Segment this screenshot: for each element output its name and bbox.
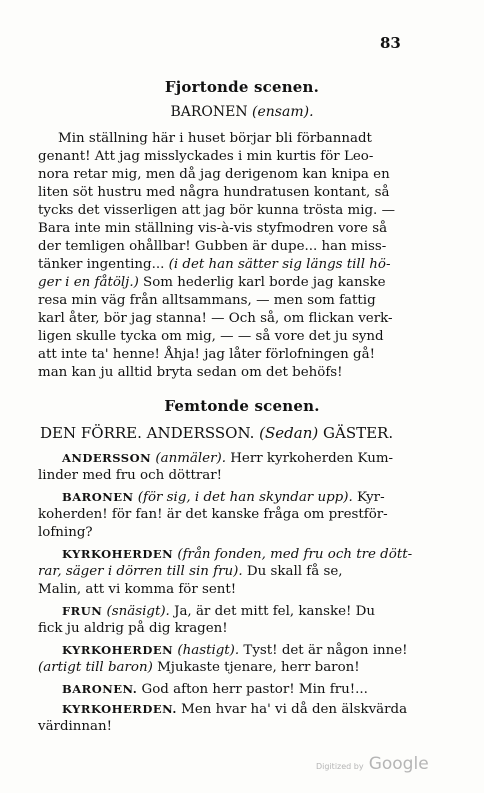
speech-line: värdinnan!	[38, 719, 113, 734]
stage-direction: (artigt till baron)	[38, 660, 153, 675]
stage-direction: (för sig, i det han skyndar upp).	[133, 490, 353, 505]
speech-text: Kyr-	[352, 490, 385, 505]
stage-direction: (Sedan)	[259, 424, 319, 442]
text-line: Bara inte min ställning vis-à-vis styfmodren vore så	[38, 221, 388, 236]
text-line: ligen skulle tycka om mig, — — så vore det ju synd	[38, 329, 384, 344]
speech-line	[62, 641, 408, 660]
text-line	[38, 274, 386, 292]
speech-line	[62, 545, 412, 564]
speech-line: fick ju aldrig på dig kragen!	[38, 621, 228, 636]
speech-text: Herr kyrkoherden Kum-	[225, 451, 394, 466]
speaker-name: ANDERSSON	[62, 451, 152, 465]
speaker-name: KYRKOHERDEN	[62, 547, 174, 561]
stage-direction: (i det han sätter sig längs till hö-	[168, 257, 391, 272]
stage-direction: (hastigt).	[173, 643, 240, 658]
speech-line: koherden! för fan! är det kanske fråga om prestför-	[38, 507, 388, 522]
scene-14-title: Fjortonde scenen.	[164, 78, 320, 96]
speech-line	[38, 659, 360, 677]
stage-direction: rar, säger i dörren till sin fru).	[38, 564, 243, 579]
text-line: Min ställning här i huset börjar bli förbannadt	[58, 131, 372, 146]
speech-line	[62, 700, 407, 719]
cast-list: GÄSTER.	[318, 424, 394, 442]
speech-line	[38, 563, 343, 581]
speech-line: Malin, att vi komma för sent!	[38, 582, 237, 597]
speech-line	[62, 680, 368, 699]
text-line	[38, 256, 390, 274]
stage-direction: (ensam).	[252, 104, 314, 120]
speech-text: Ja, är det mitt fel, kanske! Du	[169, 604, 376, 619]
speech-line	[62, 488, 385, 507]
page-number: 83	[380, 34, 401, 52]
text-line: genant! Att jag misslyckades i min kurtis för Leo-	[38, 149, 374, 164]
digitized-label: Digitized by	[316, 762, 364, 771]
scene-15-title: Femtonde scenen.	[164, 397, 320, 415]
speaker-name: BARONEN.	[62, 682, 138, 696]
cast-name: BARONEN	[170, 104, 248, 120]
text-line: der temligen ohållbar! Gubben är dupe... han miss-	[38, 239, 387, 254]
speech-text: God afton herr pastor! Min fru!...	[137, 682, 368, 697]
speaker-name: KYRKOHERDEN.	[62, 702, 177, 716]
text-line: nora retar mig, men då jag derigenom kan knipa en	[38, 167, 390, 182]
speech-text: Tyst! det är någon inne!	[239, 643, 408, 658]
scene-15-cast	[40, 424, 393, 442]
text-fragment: tänker ingenting...	[38, 257, 169, 272]
speaker-name: BARONEN	[62, 490, 134, 504]
cast-list: DEN FÖRRE. ANDERSSON.	[40, 424, 260, 442]
stage-direction: ger i en fåtölj.)	[38, 275, 139, 290]
text-line: att inte ta' henne! Åhja! jag låter förlofningen gå!	[38, 347, 375, 362]
speaker-name: FRUN	[62, 604, 103, 618]
text-line: karl åter, bör jag stanna! — Och så, om flickan verk-	[38, 311, 393, 326]
speech-text: Men hvar ha' vi då den älskvärda	[176, 702, 408, 717]
speech-line	[62, 602, 375, 621]
stage-direction: (från fonden, med fru och tre dött-	[173, 547, 413, 562]
text-line: man kan ju alltid bryta sedan om det behöfs!	[38, 365, 343, 380]
speech-line	[62, 449, 393, 468]
text-line: tycks det visserligen att jag bör kunna trösta mig. —	[38, 203, 395, 218]
digitized-by-google-watermark	[316, 754, 429, 774]
speaker-name: KYRKOHERDEN	[62, 643, 174, 657]
speech-line: lofning?	[38, 525, 93, 540]
speech-text: Mjukaste tjenare, herr baron!	[152, 660, 360, 675]
speech-text: Du skall få se,	[242, 564, 343, 579]
stage-direction: (anmäler).	[151, 451, 226, 466]
text-fragment: Som hederlig karl borde jag kanske	[138, 275, 386, 290]
speech-line: linder med fru och döttrar!	[38, 468, 223, 483]
text-line: resa min väg från alltsammans, — men som fattig	[38, 293, 376, 308]
stage-direction: (snäsigt).	[102, 604, 170, 619]
text-line: liten söt hustru med några hundratusen kontant, så	[38, 185, 390, 200]
scene-14-cast	[0, 103, 484, 121]
google-logo: Google	[368, 754, 429, 774]
